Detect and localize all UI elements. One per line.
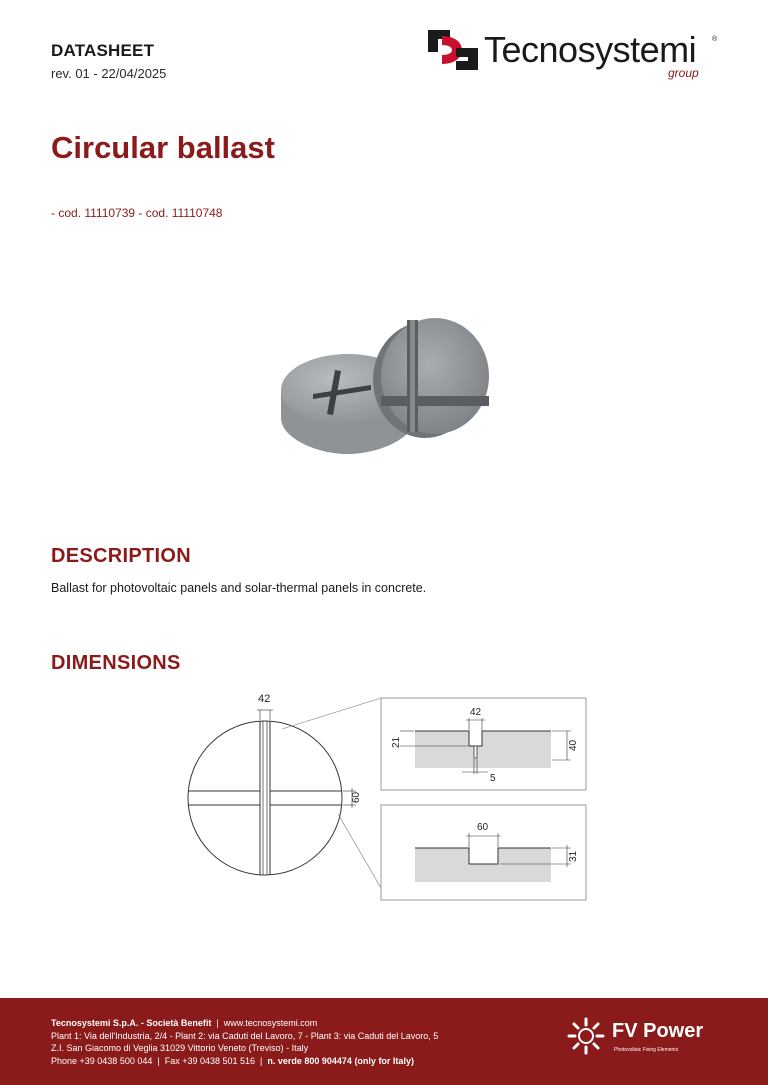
product-photo bbox=[275, 318, 495, 460]
description-heading: DESCRIPTION bbox=[51, 545, 191, 567]
footer-phone: Phone +39 0438 500 044 bbox=[51, 1055, 153, 1066]
dim-label-slot-width: 42 bbox=[258, 693, 271, 705]
dimension-drawing bbox=[120, 688, 590, 906]
dimensions-heading: DIMENSIONS bbox=[51, 652, 181, 674]
fv-power-logo bbox=[566, 1016, 726, 1060]
footer-website[interactable]: www.tecnosystemi.com bbox=[223, 1018, 318, 1028]
dim-label-side-60: 60 bbox=[351, 791, 362, 803]
fv-power-name: FV Power bbox=[612, 1020, 704, 1042]
product-codes: - cod. 11110739 - cod. 11110748 bbox=[51, 206, 223, 220]
fv-power-tagline: Photovoltaic Fixing Elements bbox=[614, 1047, 679, 1053]
footer-toll-free: n. verde 800 904474 (only for Italy) bbox=[267, 1055, 414, 1066]
revision-date: rev. 01 - 22/04/2025 bbox=[51, 66, 167, 81]
description-text: Ballast for photovoltaic panels and solar-thermal panels in concrete. bbox=[51, 581, 427, 595]
company-logo bbox=[428, 28, 728, 83]
logo-registered: ® bbox=[712, 36, 718, 43]
logo-subtitle: group bbox=[668, 66, 699, 80]
footer-plants: Plant 1: Via dell'Industria, 2/4 - Plant 2: via Caduti del Lavoro, 7 - Plant 3: via Caduti del Lavoro, 5 bbox=[51, 1030, 439, 1041]
page-footer bbox=[0, 998, 768, 1085]
footer-address: Z.I. San Giacomo di Veglia 31029 Vittorio Veneto (Treviso) - Italy bbox=[51, 1043, 309, 1053]
footer-company: Tecnosystemi S.p.A. - Società Benefit bbox=[51, 1018, 212, 1028]
dim-label-height-40: 40 bbox=[568, 739, 579, 751]
footer-contact: Tecnosystemi S.p.A. - Società Benefit | www.tecnosystemi.com Plant 1: Via dell'Industria, 2/4 - Plant 2: via Caduti del Lavoro, 7 - Plant 3: via Caduti del Lavoro, 5 Z.I. San Giacomo di Veglia 31029 Vittorio Veneto (Treviso) - Italy Phone +39 0438 500 044 | Fax +39 0438 501 516 | n. verde 800 904474 (only for Italy) bbox=[51, 1018, 439, 1066]
product-title: Circular ballast bbox=[51, 130, 275, 165]
dim-label-depth-31: 31 bbox=[568, 850, 579, 862]
sun-icon bbox=[566, 1016, 606, 1056]
footer-fax: Fax +39 0438 501 516 bbox=[164, 1055, 256, 1066]
document-type: DATASHEET bbox=[51, 41, 155, 60]
logo-name: Tecnosystemi bbox=[484, 29, 697, 70]
logo-mark-icon bbox=[428, 30, 478, 70]
dim-label-groove-60: 60 bbox=[477, 822, 489, 833]
dim-label-gap-5: 5 bbox=[490, 773, 496, 784]
dim-label-slot-width-top: 42 bbox=[470, 707, 482, 718]
dim-label-depth-21: 21 bbox=[391, 736, 402, 748]
